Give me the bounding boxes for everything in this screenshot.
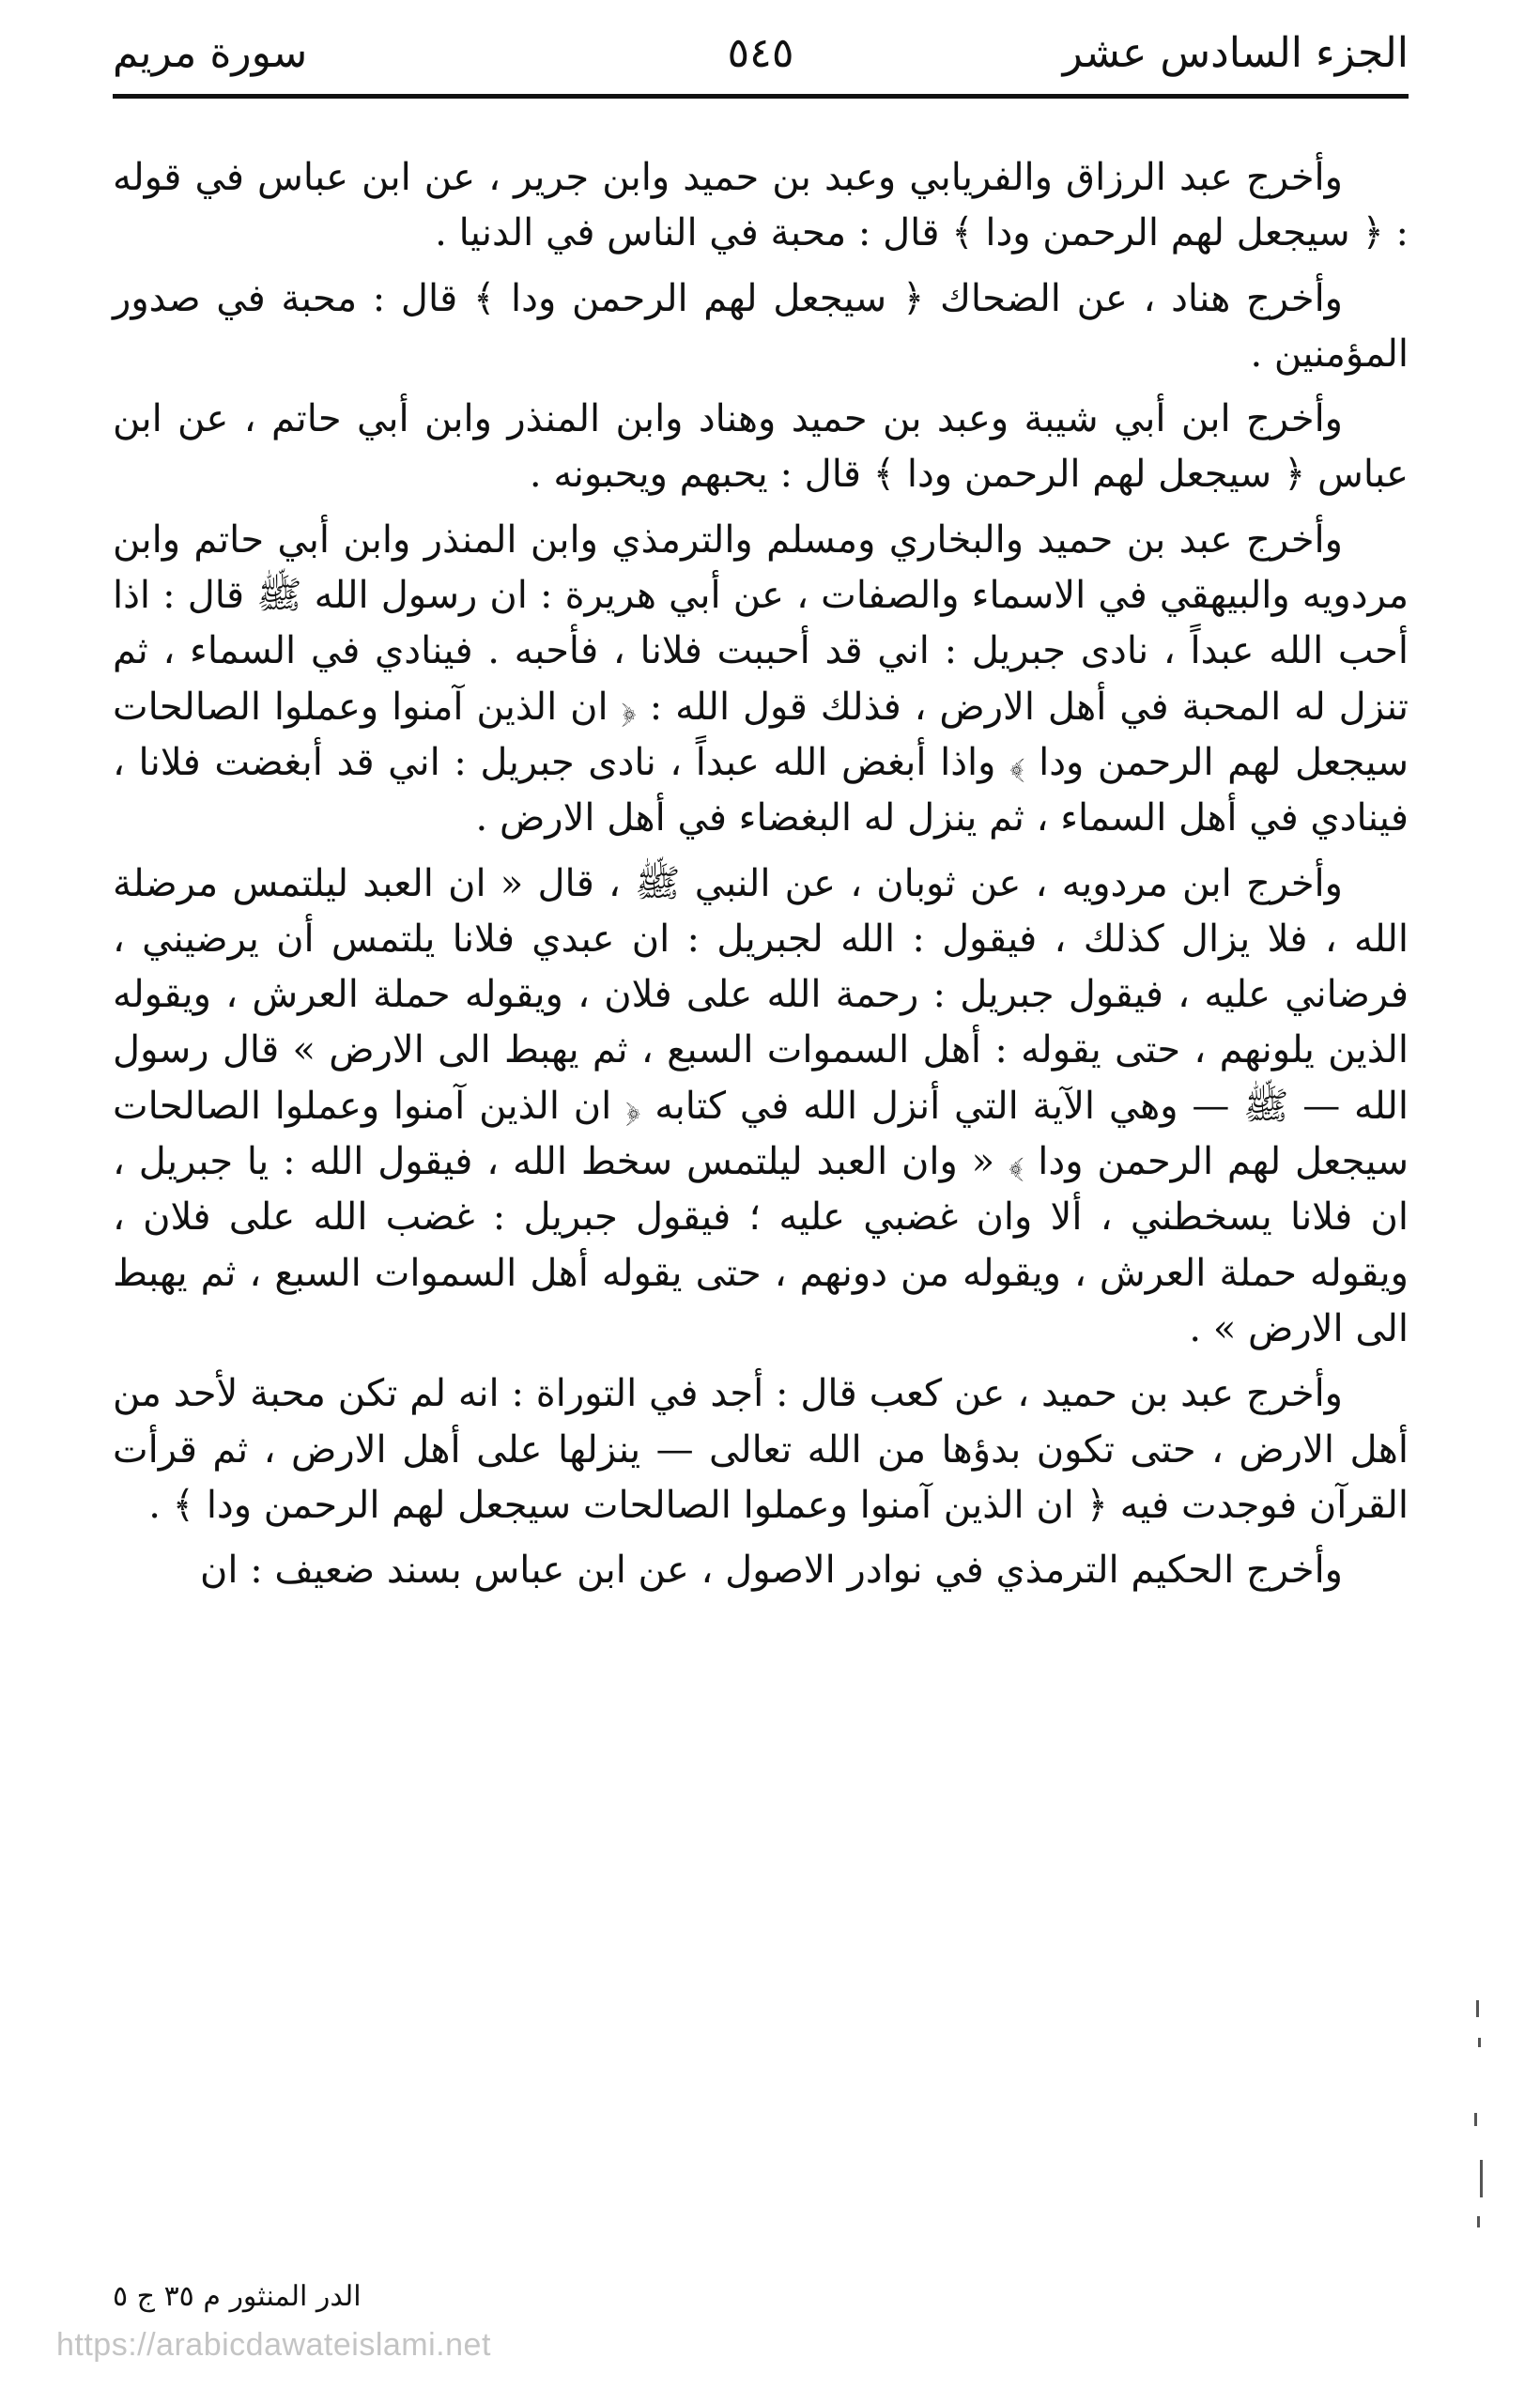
part-title: الجزء السادس عشر xyxy=(1062,29,1409,77)
page-number: ٥٤٥ xyxy=(727,29,794,77)
paragraph: وأخرج الحكيم الترمذي في نوادر الاصول ، عن ابن عباس بسند ضعيف : ان xyxy=(200,1549,1343,1593)
paragraph: وأخرج ابن مردويه ، عن ثوبان ، عن النبي ﷺ ، قال « ان العبد ليلتمس مرضلة الله ، فلا يزال كذلك ، فيقول : الله لجبريل : ان عبدي فلانا يلتمس أن يرضيني ، فرضاني عليه ، فيقول جبريل : رحمة الله على فلان ، ويقوله حملة العرش ، ويقوله الذين يلونهم ، حتى يقوله : أهل السموات السبع ، ثم يهبط الى الارض » قال رسول الله — ﷺ — وهي الآية التي أنزل الله في كتابه ﴿ ان الذين آمنوا وعملوا الصالحات سيجعل لهم الرحمن ودا ﴾ « وان العبد ليلتمس سخط الله ، فيقول الله : يا جبريل ، ان فلانا يسخطني ، ألا وان غضبي عليه ؛ فيقول جبريل : غضب الله على فلان ، ويقوله حملة العرش ، ويقوله من دونهم ، حتى يقوله أهل السموات السبع ، ثم يهبط الى الارض » . xyxy=(113,861,1409,1350)
surah-title: سورة مريم xyxy=(113,29,308,77)
paragraph: وأخرج عبد بن حميد ، عن كعب قال : أجد في التوراة : انه لم تكن محبة لأحد من أهل الارض ، حتى تكون بدؤها من الله تعالى — ينزلها على أهل الارض ، ثم قرأت القرآن فوجدت فيه ﴿ ان الذين آمنوا وعملوا الصالحات سيجعل لهم الرحمن ودا ﴾ . xyxy=(113,1372,1409,1527)
running-head xyxy=(113,21,1409,86)
paragraph: وأخرج هناد ، عن الضحاك ﴿ سيجعل لهم الرحمن ودا ﴾ قال : محبة في صدور المؤمنين . xyxy=(113,276,1409,376)
paragraph: وأخرج عبد الرزاق والفريابي وعبد بن حميد وابن جرير ، عن ابن عباس في قوله : ﴿ سيجعل لهم الرحمن ودا ﴾ قال : محبة في الناس في الدنيا . xyxy=(113,156,1409,255)
paragraph: وأخرج ابن أبي شيبة وعبد بن حميد وهناد وابن المنذر وابن أبي حاتم ، عن ابن عباس ﴿ سيجعل لهم الرحمن ودا ﴾ قال : يحبهم ويحبونه . xyxy=(113,397,1409,497)
footnote-signature: الدر المنثور م ٣٥ ج ٥ xyxy=(113,2280,362,2313)
paragraph: وأخرج عبد بن حميد والبخاري ومسلم والترمذي وابن المنذر وابن أبي حاتم وابن مردويه والبيهقي في الاسماء والصفات ، عن أبي هريرة : ان رسول الله ﷺ قال : اذا أحب الله عبداً ، نادى جبريل : اني قد أحببت فلانا ، فأحبه . فينادي في السماء ، ثم تنزل له المحبة في أهل الارض ، فذلك قول الله : ﴿ ان الذين آمنوا وعملوا الصالحات سيجعل لهم الرحمن ودا ﴾ واذا أبغض الله عبداً ، نادى جبريل : اني قد أبغضت فلانا ، فينادي في أهل السماء ، ثم ينزل له البغضاء في أهل الارض . xyxy=(113,517,1409,840)
header-divider xyxy=(113,94,1409,99)
watermark-url: https://arabicdawateislami.net xyxy=(56,2327,491,2363)
body-text xyxy=(113,150,1409,1608)
margin-scan-specks xyxy=(1465,2000,1502,2301)
